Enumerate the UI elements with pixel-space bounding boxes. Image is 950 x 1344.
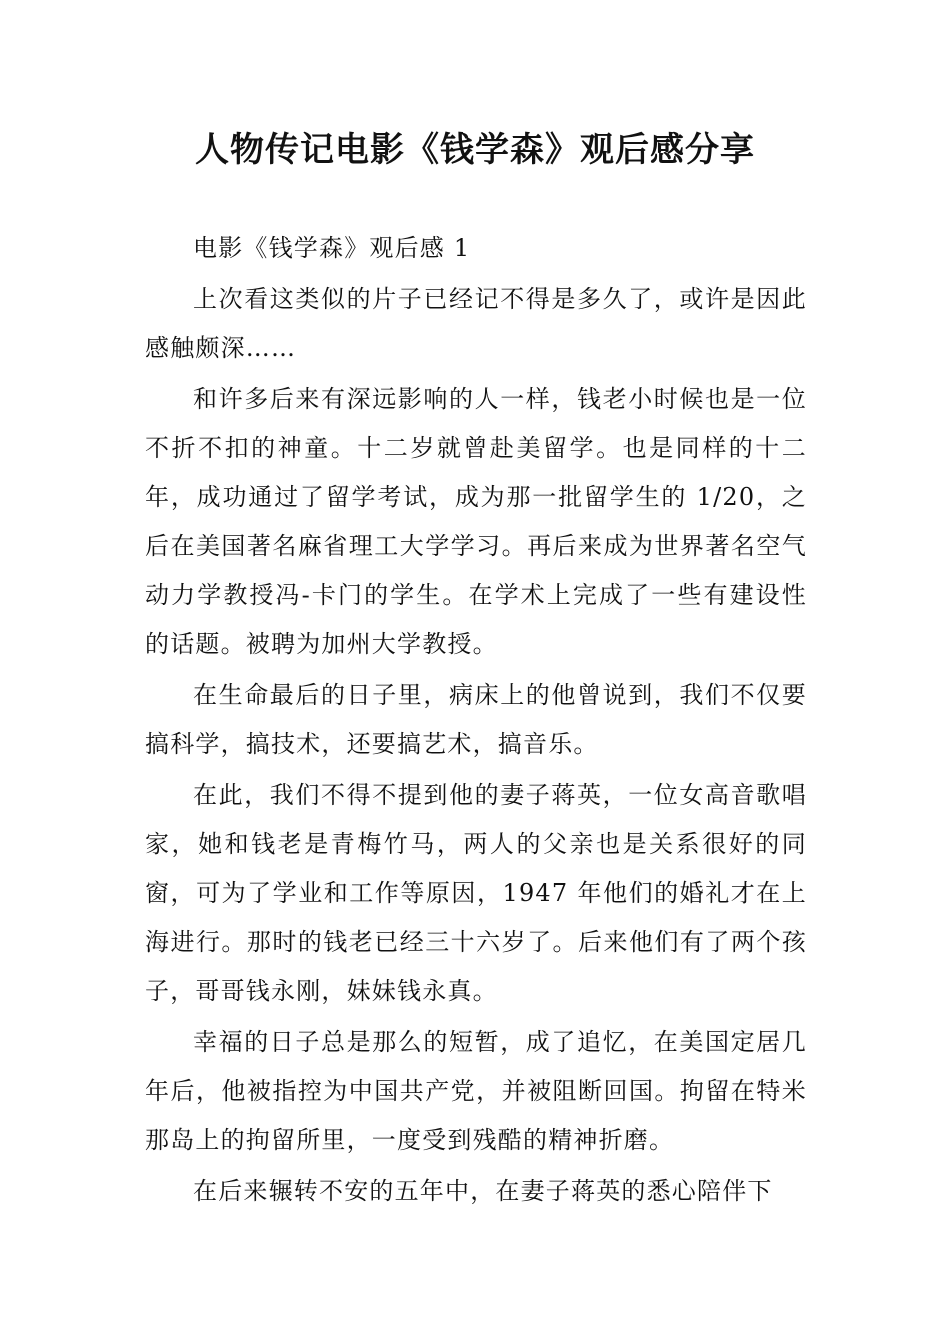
paragraph: 在此，我们不得不提到他的妻子蒋英，一位女高音歌唱家，她和钱老是青梅竹马，两人的父亲也是关系很好的同窗，可为了学业和工作等原因，1947 年他们的婚礼才在上海进行。那时的钱老已经三十六岁了。后来他们有了两个孩子，哥哥钱永刚，妹妹钱永真。	[145, 781, 807, 1005]
paragraph: 在后来辗转不安的五年中，在妻子蒋英的悉心陪伴下	[193, 1177, 773, 1205]
document-body	[145, 224, 807, 1218]
paragraph: 和许多后来有深远影响的人一样，钱老小时候也是一位不折不扣的神童。十二岁就曾赴美留学。也是同样的十二年，成功通过了留学考试，成为那一批留学生的 1/20，之后在美国著名麻省理工大学学习。再后来成为世界著名空气动力学教授冯-卡门的学生。在学术上完成了一些有建设性的话题。被聘为加州大学教授。	[145, 385, 807, 658]
paragraph: 在生命最后的日子里，病床上的他曾说到，我们不仅要搞科学，搞技术，还要搞艺术，搞音乐。	[145, 681, 807, 758]
paragraph: 幸福的日子总是那么的短暂，成了追忆，在美国定居几年后，他被指控为中国共产党，并被阻断回国。拘留在特米那岛上的拘留所里，一度受到残酷的精神折磨。	[145, 1028, 807, 1154]
section-heading: 电影《钱学森》观后感 1	[193, 234, 471, 262]
paragraph: 上次看这类似的片子已经记不得是多久了，或许是因此感触颇深……	[145, 285, 807, 362]
document-title: 人物传记电影《钱学森》观后感分享	[195, 130, 755, 170]
